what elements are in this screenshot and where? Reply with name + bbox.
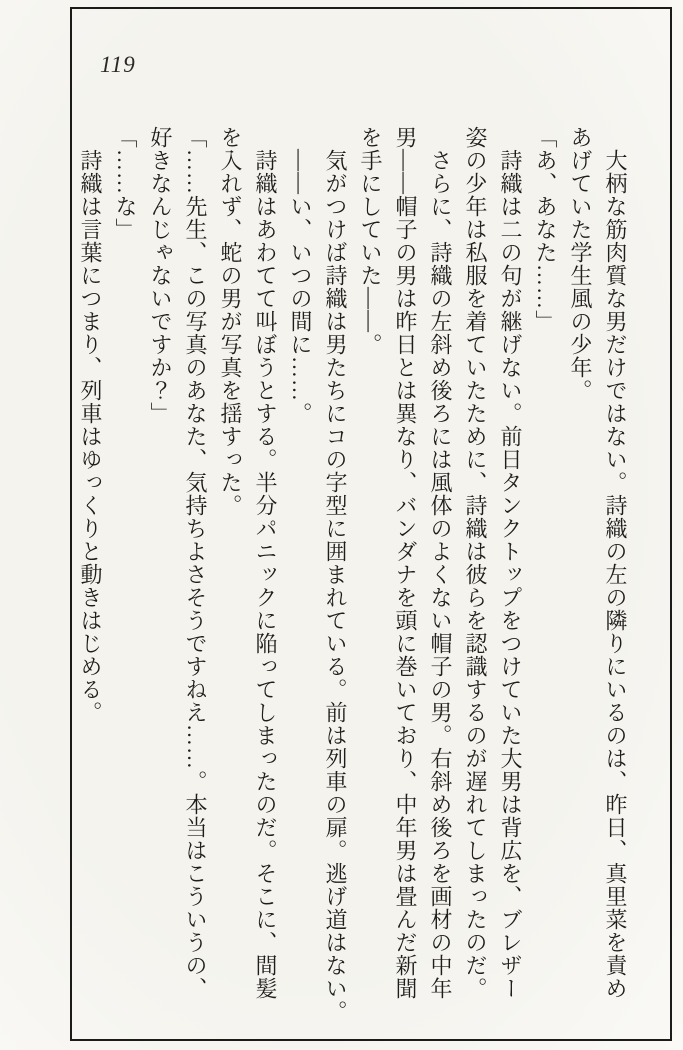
text-line-6: さらに、詩織の左斜め後ろには風体のよくない帽子の男。右斜め後ろを画材の中年 bbox=[428, 126, 453, 1000]
text-line-12: を入れず、蛇の男が写真を揺すった。 bbox=[218, 126, 243, 517]
text-line-13: 「……先生、この写真のあなた、気持ちよさそうですねえ……。本当はこういうの、 bbox=[183, 126, 208, 1000]
text-line-5: 姿の少年は私服を着ていたために、詩織は彼らを認識するのが遅れてしまったのだ。 bbox=[463, 126, 488, 1000]
text-line-3: 「あ、あなた……」 bbox=[533, 126, 558, 333]
text-line-4: 詩織は二の句が継げない。前日タンクトップをつけていた大男は背広を、ブレザー bbox=[498, 126, 523, 1000]
page-number: 119 bbox=[100, 52, 136, 77]
text-line-2: あげていた学生風の少年。 bbox=[568, 126, 593, 402]
text-line-15: 「……な」 bbox=[113, 126, 138, 241]
text-line-8: を手にしていた——。 bbox=[358, 126, 383, 356]
text-line-14: 好きなんじゃないですか？」 bbox=[148, 126, 173, 425]
text-line-9: 気がつけば詩織は男たちにコの字型に囲まれている。前は列車の扉。逃げ道はない。 bbox=[323, 126, 348, 1023]
text-line-16: 詩織は言葉につまり、列車はゆっくりと動きはじめる。 bbox=[78, 126, 103, 724]
text-line-11: 詩織はあわてて叫ぼうとする。半分パニックに陥ってしまったのだ。そこに、間髪 bbox=[253, 126, 278, 1000]
text-block bbox=[73, 126, 633, 1031]
text-line-1: 大柄な筋肉質な男だけではない。詩織の左の隣りにいるのは、昨日、真里菜を責め bbox=[603, 126, 628, 1000]
text-line-7: 男——帽子の男は昨日とは異なり、バンダナを頭に巻いており、中年男は畳んだ新聞 bbox=[393, 126, 418, 1000]
text-line-10: ——い、いつの間に……。 bbox=[288, 126, 313, 425]
